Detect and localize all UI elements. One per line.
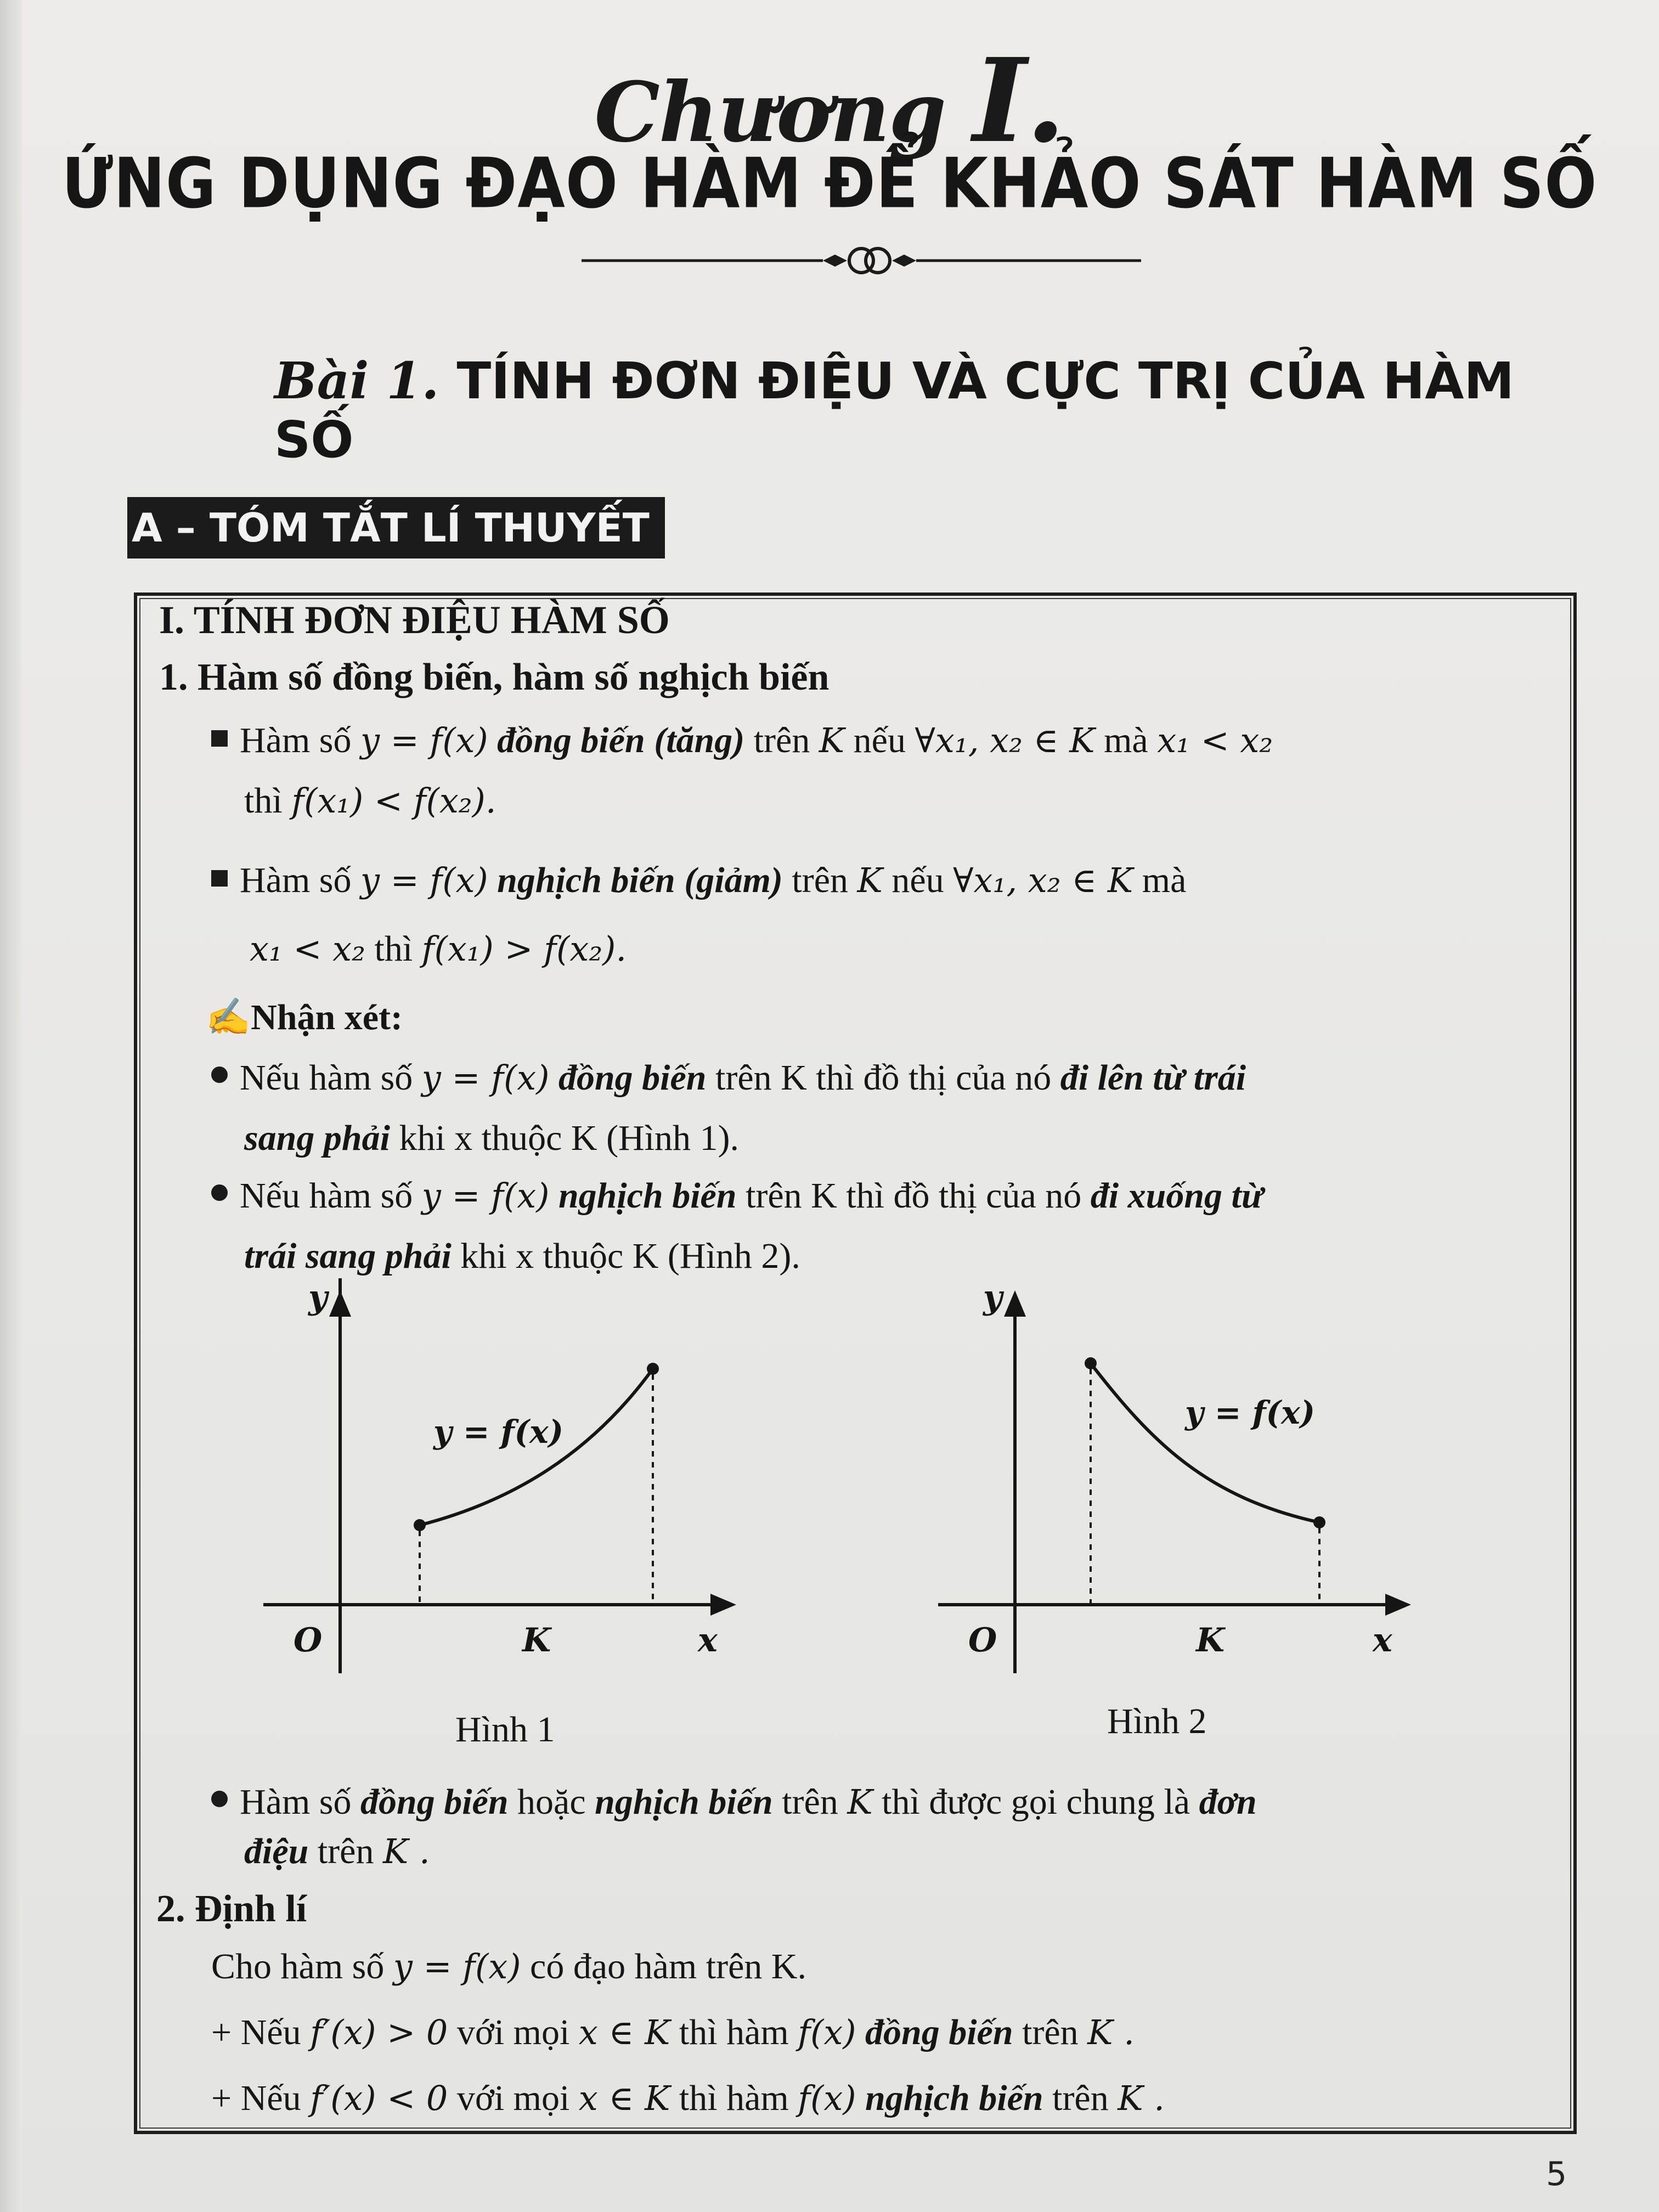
bullet-icon [211,1791,228,1807]
lesson-title: TÍNH ĐƠN ĐIỆU VÀ CỰC TRỊ CỦA HÀM SỐ [274,352,1514,469]
definition-increasing: Hàm số y = f(x) đồng biến (tăng) trên K nếu ∀x₁, x₂ ∈ K mà x₁ < x₂ [211,719,1273,763]
remark-monotonic-cont: điệu trên K . [244,1831,430,1871]
bullet-icon [211,1184,228,1201]
curve-label: y = f(x) [433,1413,564,1451]
x-axis-label: x [1373,1621,1392,1660]
lesson-heading [274,351,1536,469]
remark-decreasing: Nếu hàm số y = f(x) nghịch biến trên K thì đồ thị của nó đi xuống từ [211,1174,1263,1218]
remark-increasing-cont: sang phải khi x thuộc K (Hình 1). [244,1118,740,1158]
origin-label: O [294,1621,323,1660]
bullet-icon [211,1066,228,1083]
interval-label: K [522,1621,551,1660]
y-axis-label: y [308,1278,328,1317]
chapter-title: ỨNG DỤNG ĐẠO HÀM ĐỂ KHẢO SÁT HÀM SỐ [61,144,1598,224]
theorem-intro: Cho hàm số y = f(x) có đạo hàm trên K. [211,1946,807,1987]
remark-monotonic: Hàm số đồng biến hoặc nghịch biến trên K thì được gọi chung là đơn [211,1780,1257,1824]
sub-heading: 1. Hàm số đồng biến, hàm số nghịch biến [159,656,830,698]
page-number: 5 [1546,2155,1567,2193]
section-heading: I. TÍNH ĐƠN ĐIỆU HÀM SỐ [159,598,670,642]
theorem-heading: 2. Định lí [156,1888,307,1930]
curve-label: y = f(x) [1185,1394,1316,1431]
lesson-label: Bài 1. [274,351,439,410]
chapter-label: Chương [594,64,945,161]
theorem-case-decreasing: + Nếu f′(x) < 0 với mọi x ∈ K thì hàm f(x) nghịch biến trên K . [211,2078,1165,2118]
y-axis-label: y [983,1278,1002,1317]
figure-1-caption: Hình 1 [455,1709,555,1750]
title-ornament-divider [582,241,1141,280]
chapter-number: I. [973,33,1065,168]
remark-decreasing-cont: trái sang phải khi x thuộc K (Hình 2). [244,1236,800,1276]
remark-increasing: Nếu hàm số y = f(x) đồng biến trên K thì đồ thị của nó đi lên từ trái [211,1056,1246,1100]
origin-label: O [968,1621,997,1660]
x-axis-label: x [698,1621,718,1660]
section-banner: A – TÓM TẮT LÍ THUYẾT [127,497,665,558]
figure-2-caption: Hình 2 [1107,1701,1207,1741]
definition-decreasing-result: x₁ < x₂ thì f(x₁) > f(x₂). [250,929,627,969]
interval-label: K [1196,1621,1225,1660]
definition-decreasing: Hàm số y = f(x) nghịch biến (giảm) trên K nếu ∀x₁, x₂ ∈ K mà [211,859,1186,902]
theorem-case-increasing: + Nếu f′(x) > 0 với mọi x ∈ K thì hàm f(x) đồng biến trên K . [211,2012,1135,2052]
definition-increasing-result: thì f(x₁) < f(x₂). [244,781,496,821]
figure-1-increasing-graph [247,1278,752,1690]
remark-label: ✍Nhận xét: [206,997,403,1037]
figure-2-decreasing-graph [922,1278,1426,1690]
square-bullet-icon [211,730,228,747]
square-bullet-icon [211,870,228,887]
page-binding-shadow [0,0,22,2212]
